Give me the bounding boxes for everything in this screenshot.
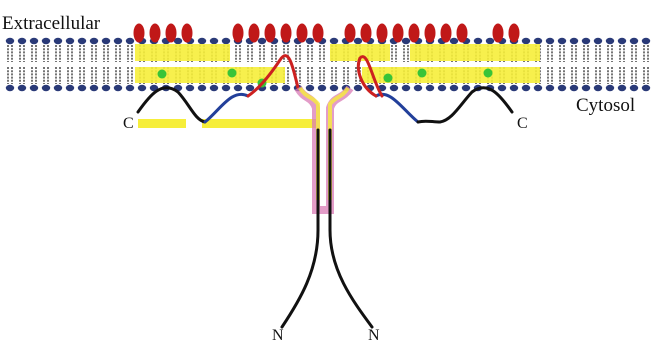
lipid-head-lower [594, 85, 602, 91]
n-terminus-right-label: N [368, 327, 380, 344]
lipid-head-lower [198, 85, 206, 91]
lipid-head-lower [138, 85, 146, 91]
lipid-head-lower [534, 85, 542, 91]
lipid-head-upper [198, 38, 206, 44]
left-blue-loop [205, 94, 248, 122]
red-lipid-head [425, 24, 436, 43]
red-lipid-head [233, 24, 244, 43]
lipid-head-upper [522, 38, 530, 44]
lipid-head-upper [450, 38, 458, 44]
yellow-cytosolic-bar [202, 119, 316, 128]
yellow-bilayer-band [135, 44, 230, 61]
lipid-head-upper [354, 38, 362, 44]
c-terminus-right-label: C [517, 115, 528, 132]
lipid-head-upper [582, 38, 590, 44]
green-residue [418, 69, 427, 78]
lipid-head-lower [66, 85, 74, 91]
lipid-head-upper [42, 38, 50, 44]
lipid-head-lower [6, 85, 14, 91]
lipid-head-lower [282, 85, 290, 91]
lipid-head-lower [246, 85, 254, 91]
lipid-head-upper [558, 38, 566, 44]
green-residue [158, 70, 167, 79]
red-lipid-head [166, 24, 177, 43]
lipid-head-lower [558, 85, 566, 91]
lipid-head-upper [534, 38, 542, 44]
lipid-head-lower [186, 85, 194, 91]
lipid-head-upper [642, 38, 650, 44]
lipid-head-upper [6, 38, 14, 44]
lipid-head-lower [438, 85, 446, 91]
lipid-head-lower [606, 85, 614, 91]
lipid-head-lower [330, 85, 338, 91]
yellow-bilayer-band [410, 44, 540, 61]
lipid-head-upper [114, 38, 122, 44]
lipid-head-lower [126, 85, 134, 91]
lipid-head-lower [318, 85, 326, 91]
red-lipid-head [313, 24, 324, 43]
red-lipid-head [393, 24, 404, 43]
lipid-head-lower [54, 85, 62, 91]
extracellular-label: Extracellular [2, 13, 101, 34]
lipid-head-lower [306, 85, 314, 91]
lipid-head-upper [90, 38, 98, 44]
lipid-head-lower [18, 85, 26, 91]
red-lipid-head [441, 24, 452, 43]
green-residue [384, 74, 393, 83]
lipid-head-lower [270, 85, 278, 91]
lipid-head-lower [510, 85, 518, 91]
right-n-terminus-chain [330, 130, 372, 327]
lipid-head-upper [594, 38, 602, 44]
lipid-head-lower [114, 85, 122, 91]
lipid-head-lower [90, 85, 98, 91]
helix-stalk-pink [298, 88, 350, 210]
red-lipid-head [345, 24, 356, 43]
lipid-head-upper [606, 38, 614, 44]
right-c-terminus-chain [418, 88, 512, 122]
lipid-head-lower [354, 85, 362, 91]
lipid-head-lower [462, 85, 470, 91]
lipid-head-lower [426, 85, 434, 91]
n-terminus-left-label: N [272, 327, 284, 344]
lipid-head-upper [30, 38, 38, 44]
lipid-head-lower [546, 85, 554, 91]
lipid-head-lower [390, 85, 398, 91]
lipid-head-lower [414, 85, 422, 91]
red-lipid-head [150, 24, 161, 43]
lipid-head-lower [30, 85, 38, 91]
lipid-head-lower [498, 85, 506, 91]
lipid-head-lower [222, 85, 230, 91]
yellow-cytosolic-bar [138, 119, 186, 128]
lipid-head-lower [102, 85, 110, 91]
right-blue-loop [376, 94, 418, 122]
red-lipid-head [281, 24, 292, 43]
red-lipid-head [377, 24, 388, 43]
red-lipid-head [509, 24, 520, 43]
red-lipid-head [457, 24, 468, 43]
lipid-head-upper [18, 38, 26, 44]
lipid-head-upper [306, 38, 314, 44]
lipid-head-upper [126, 38, 134, 44]
lipid-head-lower [450, 85, 458, 91]
lipid-head-lower [630, 85, 638, 91]
lipid-head-upper [474, 38, 482, 44]
red-lipid-head [249, 24, 260, 43]
red-lipid-head [409, 24, 420, 43]
red-lipid-head [134, 24, 145, 43]
lipid-bilayer [6, 38, 650, 91]
red-lipid-head [182, 24, 193, 43]
green-residue [484, 69, 493, 78]
lipid-head-lower [570, 85, 578, 91]
lipid-head-upper [78, 38, 86, 44]
left-c-terminus-chain [138, 88, 205, 122]
lipid-head-upper [210, 38, 218, 44]
lipid-head-upper [330, 38, 338, 44]
red-lipid-head [265, 24, 276, 43]
lipid-head-upper [570, 38, 578, 44]
green-residue [228, 69, 237, 78]
lipid-head-upper [54, 38, 62, 44]
lipid-head-lower [402, 85, 410, 91]
lipid-head-lower [582, 85, 590, 91]
lipid-head-upper [546, 38, 554, 44]
lipid-head-upper [630, 38, 638, 44]
lipid-head-lower [618, 85, 626, 91]
lipid-head-upper [258, 38, 266, 44]
cytosol-label: Cytosol [576, 95, 636, 116]
lipid-head-lower [522, 85, 530, 91]
lipid-head-lower [42, 85, 50, 91]
red-lipid-head [493, 24, 504, 43]
lipid-head-upper [402, 38, 410, 44]
lipid-head-upper [66, 38, 74, 44]
lipid-head-lower [234, 85, 242, 91]
lipid-head-upper [618, 38, 626, 44]
lipid-head-lower [210, 85, 218, 91]
c-terminus-left-label: C [123, 115, 134, 132]
lipid-head-lower [78, 85, 86, 91]
protein-chain [138, 56, 512, 327]
lipid-head-upper [222, 38, 230, 44]
lipid-head-upper [486, 38, 494, 44]
lipid-head-upper [102, 38, 110, 44]
red-lipid-head [297, 24, 308, 43]
red-lipid-head [361, 24, 372, 43]
lipid-head-lower [642, 85, 650, 91]
